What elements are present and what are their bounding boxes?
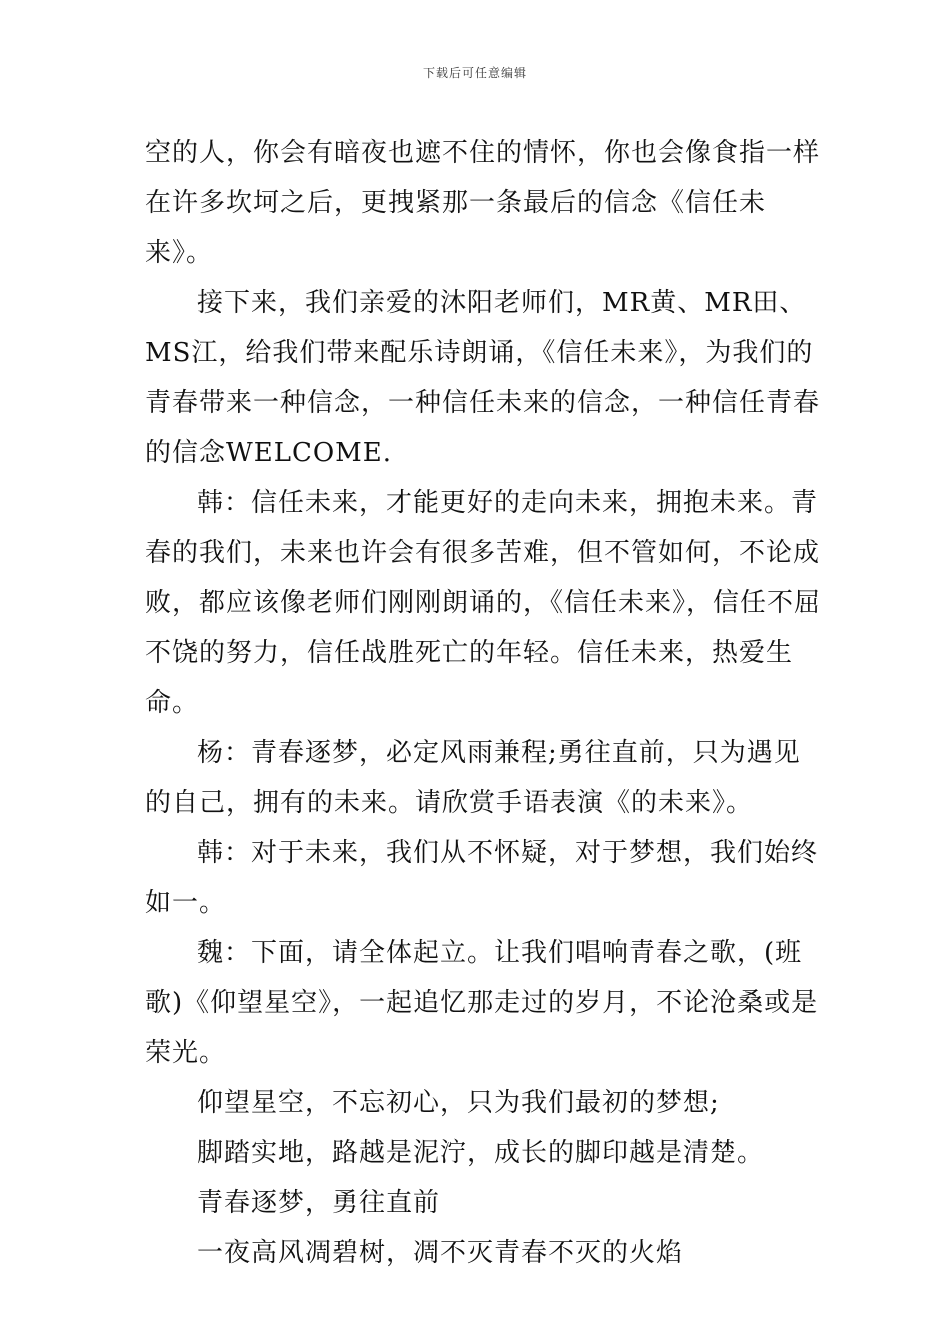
verse-line-1: 仰望星空，不忘初心，只为我们最初的梦想; (197, 1088, 720, 1118)
paragraph-1: 空的人，你会有暗夜也遮不住的情怀，你也会像食指一样在许多坎坷之后，更拽紧那一条最后的信念《信任未来》。 (145, 138, 821, 268)
verse-line-3: 青春逐梦，勇往直前 (197, 1188, 441, 1218)
page-header: 下载后可任意编辑 (422, 66, 527, 80)
document-body (145, 128, 825, 1278)
paragraph-4: 杨：青春逐梦，必定风雨兼程;勇往直前，只为遇见的自己，拥有的未来。请欣赏手语表演《的未来》。 (145, 738, 801, 818)
paragraph-5: 韩：对于未来，我们从不怀疑，对于梦想，我们始终如一。 (145, 838, 819, 918)
paragraph-2: 接下来，我们亲爱的沐阳老师们，MR黄、MR田、MS江，给我们带来配乐诗朗诵，《信任未来》，为我们的青春带来一种信念，一种信任未来的信念，一种信任青春的信念WELCOME. (145, 288, 821, 468)
paragraph-3: 韩：信任未来，才能更好的走向未来，拥抱未来。青春的我们，未来也许会有很多苦难，但不管如何，不论成败，都应该像老师们刚刚朗诵的，《信任未来》，信任不屈不饶的努力，信任战胜死亡的年轻。信任未来，热爱生命。 (145, 488, 822, 718)
paragraph-6: 魏：下面，请全体起立。让我们唱响青春之歌，(班歌)《仰望星空》，一起追忆那走过的岁月，不论沧桑或是荣光。 (145, 938, 819, 1068)
verse-line-2: 脚踏实地，路越是泥泞，成长的脚印越是清楚。 (197, 1138, 765, 1168)
verse-line-4: 一夜高风凋碧树，凋不灭青春不灭的火焰 (197, 1238, 684, 1268)
